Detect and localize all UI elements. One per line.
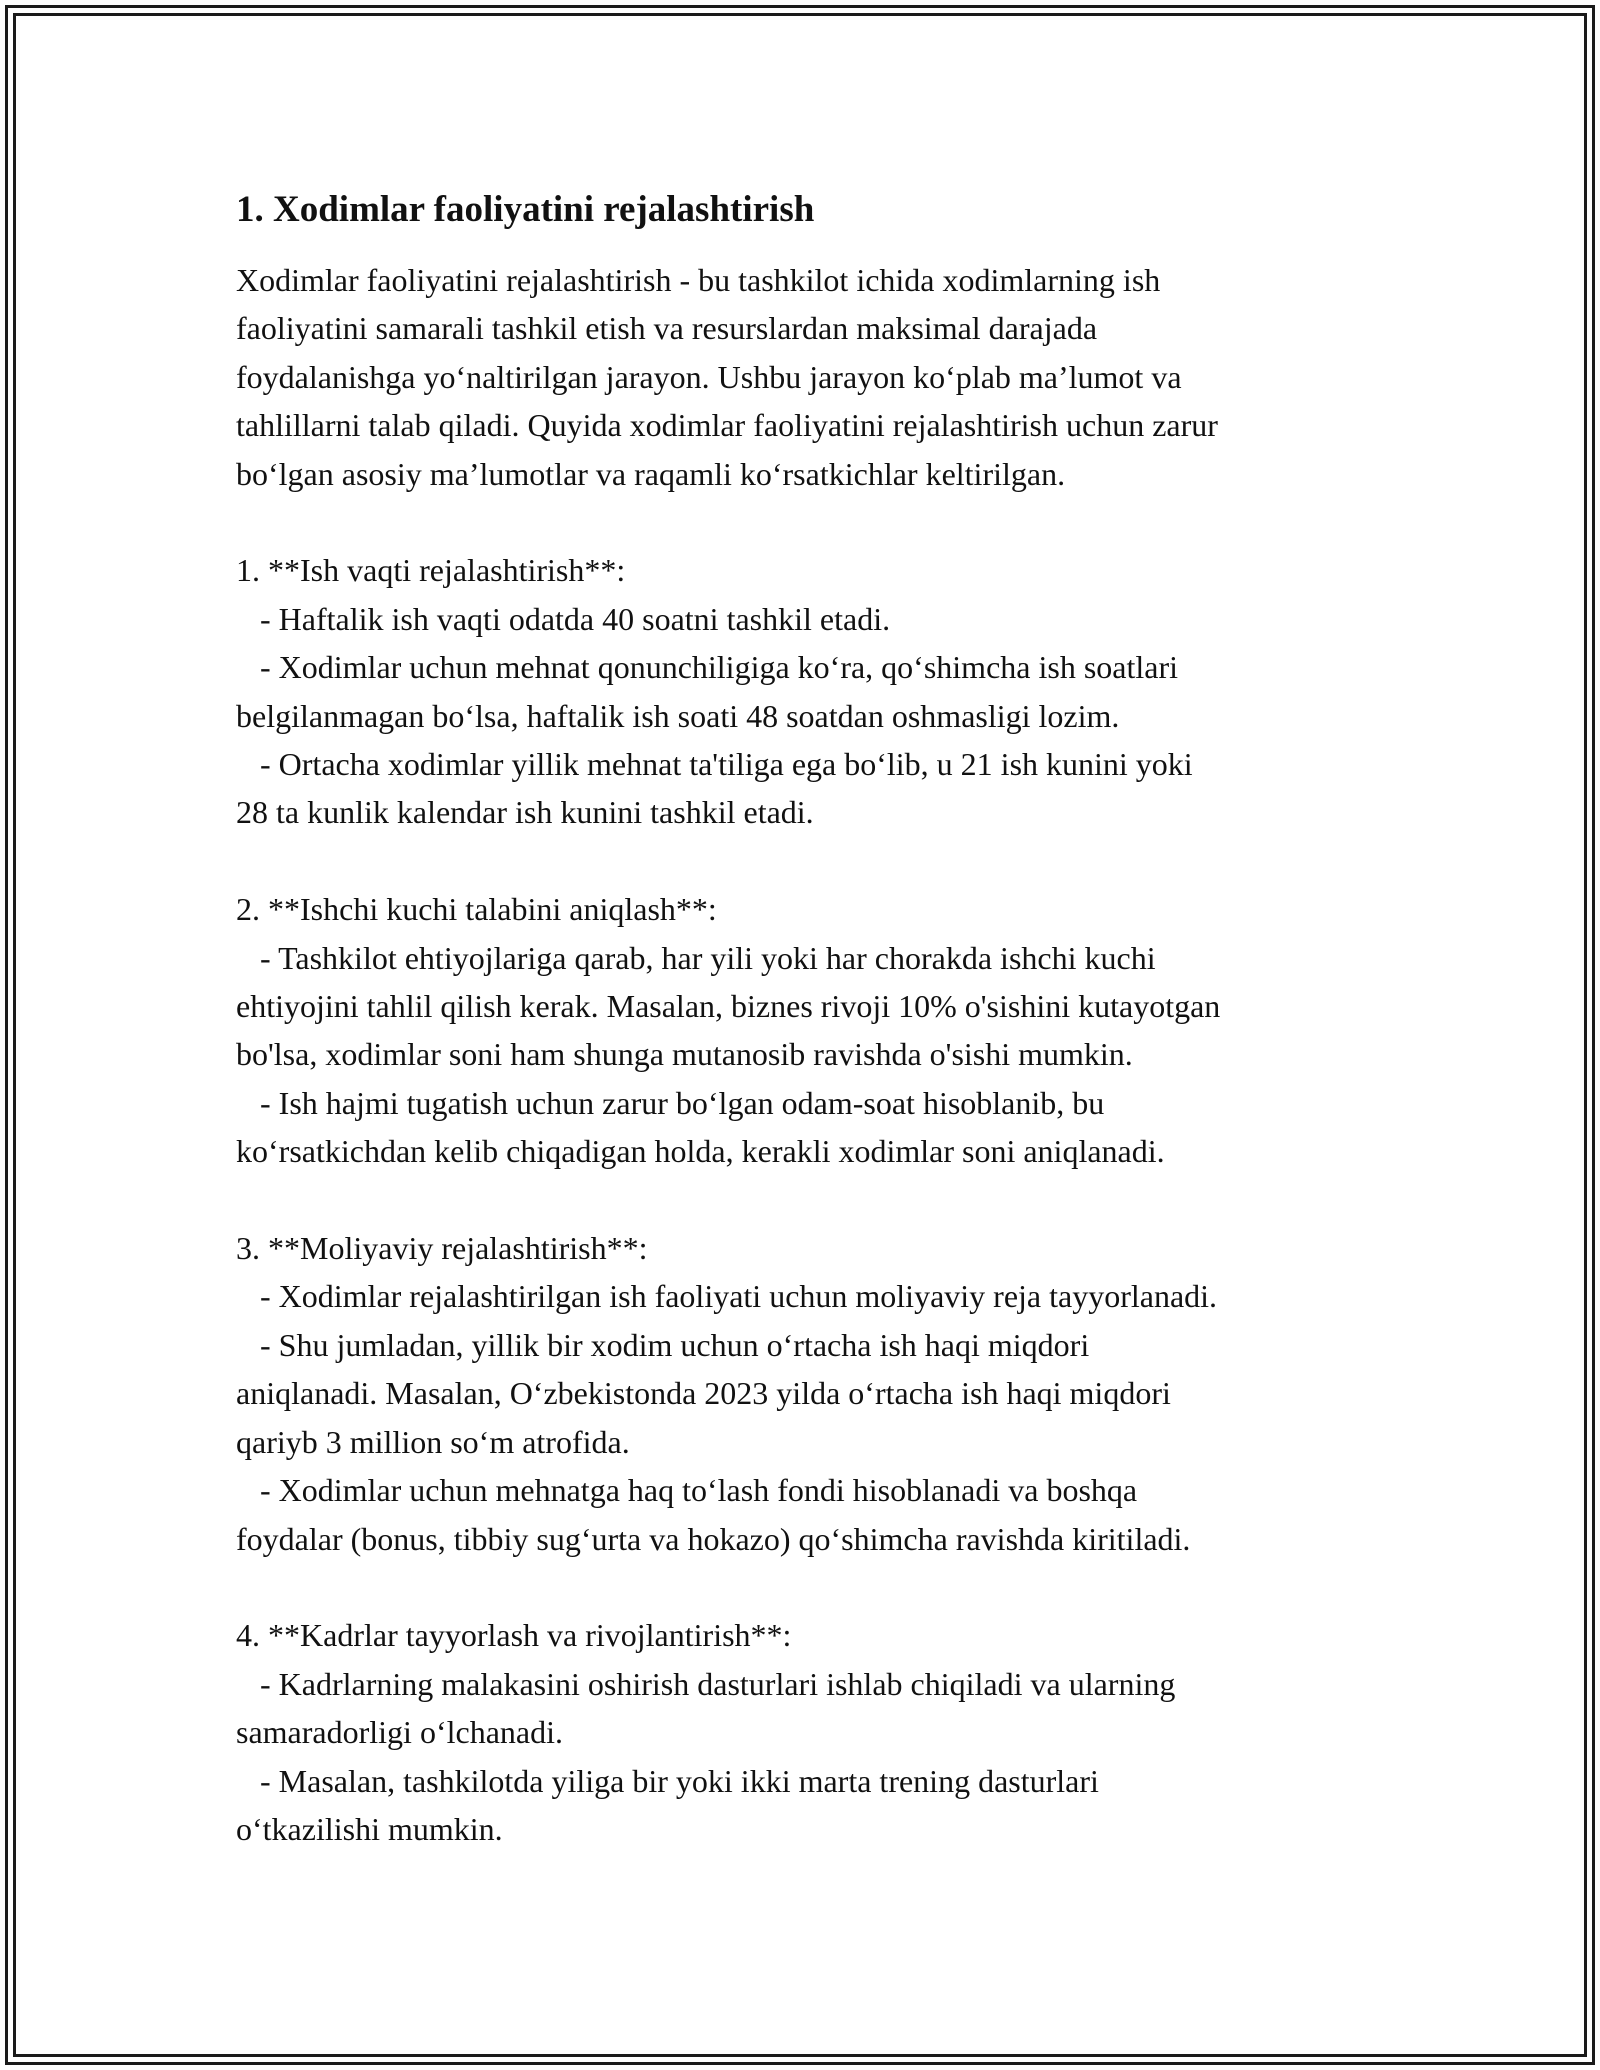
section-workforce-demand: 2. **Ishchi kuchi talabini aniqlash**: - Tashkilot ehtiyojlariga qarab, har yili yoki har chorakda ishchi kuchi ehtiyojini tahlil qilish kerak. Masalan, biznes rivoji 10% o'sishini kutayotgan bo'lsa, xodimlar soni ham shunga mutanosib ravishda o'sishi mumkin. - Ish hajmi tugatish uchun zarur bo‘lgan odam-soat hisoblanib, bu ko‘rsatkichdan kelib chiqadigan holda, kerakli xodimlar soni aniqlanadi. (236, 891, 1221, 1170)
document-body (236, 185, 1376, 1853)
section-staff-training: 4. **Kadrlar tayyorlash va rivojlantirish**: - Kadrlarning malakasini oshirish dasturlari ishlab chiqiladi va ularning samaradorligi o‘lchanadi. - Masalan, tashkilotda yiliga bir yoki ikki marta trening dasturlari o‘tkazilishi mumkin. (236, 1617, 1176, 1847)
intro-paragraph: Xodimlar faoliyatini rejalashtirish - bu tashkilot ichida xodimlarning ish faoliyatini samarali tashkil etish va resurslardan maksimal darajada foydalanishga yo‘naltirilgan jarayon. Ushbu jarayon ko‘plab ma’lumot va tahlillarni talab qiladi. Quyida xodimlar faoliyatini rejalashtirish uchun zarur bo‘lgan asosiy ma’lumotlar va raqamli ko‘rsatkichlar keltirilgan. (236, 262, 1218, 492)
paragraph-spacer (236, 1176, 1376, 1224)
document-title: 1. Xodimlar faoliyatini rejalashtirish (236, 189, 815, 230)
section-work-time: 1. **Ish vaqti rejalashtirish**: - Haftalik ish vaqti odatda 40 soatni tashkil etadi. - Xodimlar uchun mehnat qonunchiligiga ko‘ra, qo‘shimcha ish soatlari belgilanmagan bo‘lsa, haftalik ish soati 48 soatdan oshmasligi lozim. - Ortacha xodimlar yillik mehnat ta'tiliga ega bo‘lib, u 21 ish kunini yoki 28 ta kunlik kalendar ish kunini tashkil etadi. (236, 552, 1193, 831)
paragraph-spacer (236, 498, 1376, 546)
paragraph-spacer (236, 1563, 1376, 1611)
paragraph-spacer (236, 837, 1376, 885)
section-financial-planning: 3. **Moliyaviy rejalashtirish**: - Xodimlar rejalashtirilgan ish faoliyati uchun moliyaviy reja tayyorlanadi. - Shu jumladan, yillik bir xodim uchun o‘rtacha ish haqi miqdori aniqlanadi. Masalan, O‘zbekistonda 2023 yilda o‘rtacha ish haqi miqdori qariyb 3 million so‘m atrofida. - Xodimlar uchun mehnatga haq to‘lash fondi hisoblanadi va boshqa foydalar (bonus, tibbiy sug‘urta va hokazo) qo‘shimcha ravishda kiritiladi. (236, 1230, 1218, 1557)
